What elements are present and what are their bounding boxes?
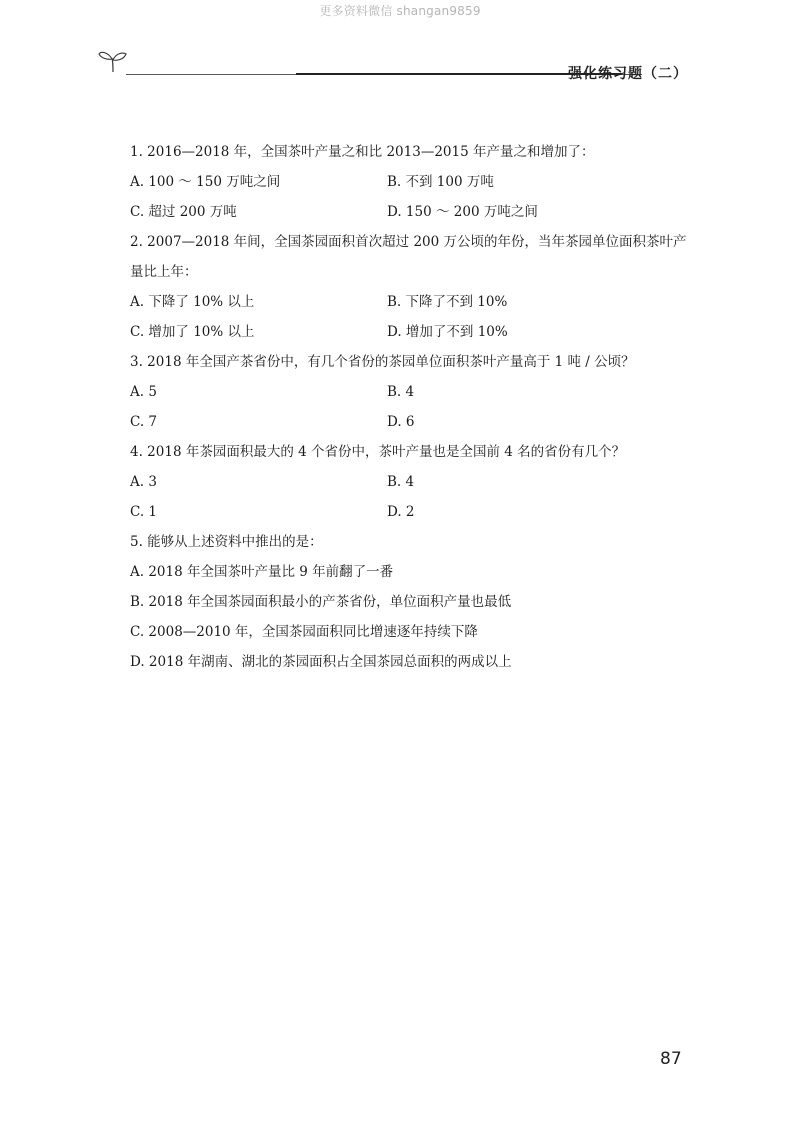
question-2-option-a[interactable]: A. 下降了 10% 以上 [130, 294, 255, 310]
question-5-option-c[interactable]: C. 2008—2010 年，全国茶园面积同比增速逐年持续下降 [130, 624, 478, 640]
question-2-options-row-1 [130, 287, 690, 317]
question-4-options-row-1 [130, 467, 690, 497]
question-3-stem: 3. 2018 年全国产茶省份中，有几个省份的茶园单位面积茶叶产量高于 1 吨 / 公顷？ [130, 354, 635, 370]
question-1-options-row-2 [130, 197, 690, 227]
question-2-options-row-2 [130, 317, 690, 347]
question-2-stem: 2. 2007—2018 年间，全国茶园面积首次超过 200 万公顷的年份，当年茶园单位面积茶叶产量比上年： [130, 234, 687, 280]
sprout-icon [98, 48, 128, 74]
question-4-option-a[interactable]: A. 3 [130, 474, 157, 490]
exercise-content [130, 137, 690, 677]
section-title: 强化练习题（二） [568, 66, 688, 82]
page-number: 87 [660, 1049, 682, 1069]
question-4-option-c[interactable]: C. 1 [130, 504, 158, 520]
question-4-options-row-2 [130, 497, 690, 527]
question-5-stem: 5. 能够从上述资料中推出的是： [130, 534, 323, 550]
question-4-option-b[interactable]: B. 4 [387, 474, 415, 490]
question-3-options-row-2 [130, 407, 690, 437]
question-1-option-d[interactable]: D. 150 ～ 200 万吨之间 [387, 204, 538, 220]
question-5-option-b[interactable]: B. 2018 年全国茶园面积最小的产茶省份，单位面积产量也最低 [130, 594, 512, 610]
page-header [98, 46, 688, 86]
question-1-option-c[interactable]: C. 超过 200 万吨 [130, 204, 237, 220]
question-2-option-c[interactable]: C. 增加了 10% 以上 [130, 324, 255, 340]
question-1-options-row-1 [130, 167, 690, 197]
question-3-options-row-1 [130, 377, 690, 407]
question-5-option-d[interactable]: D. 2018 年湖南、湖北的茶园面积占全国茶园总面积的两成以上 [130, 654, 512, 670]
question-3-option-c[interactable]: C. 7 [130, 414, 158, 430]
question-3-option-d[interactable]: D. 6 [387, 414, 415, 430]
question-2-option-d[interactable]: D. 增加了不到 10% [387, 324, 508, 340]
question-4-stem: 4. 2018 年茶园面积最大的 4 个省份中，茶叶产量也是全国前 4 名的省份有几个？ [130, 444, 626, 460]
question-2-option-b[interactable]: B. 下降了不到 10% [387, 294, 508, 310]
question-1-stem: 1. 2016—2018 年，全国茶叶产量之和比 2013—2015 年产量之和增加了： [130, 144, 595, 160]
question-4-option-d[interactable]: D. 2 [387, 504, 415, 520]
question-1-option-b[interactable]: B. 不到 100 万吨 [387, 174, 494, 190]
question-3-option-a[interactable]: A. 5 [130, 384, 157, 400]
question-3-option-b[interactable]: B. 4 [387, 384, 415, 400]
question-1-option-a[interactable]: A. 100 ～ 150 万吨之间 [130, 174, 281, 190]
question-5-option-a[interactable]: A. 2018 年全国茶叶产量比 9 年前翻了一番 [130, 564, 394, 580]
watermark-text: 更多资料微信 shangan9859 [319, 4, 481, 18]
header-rule-left [126, 74, 296, 75]
